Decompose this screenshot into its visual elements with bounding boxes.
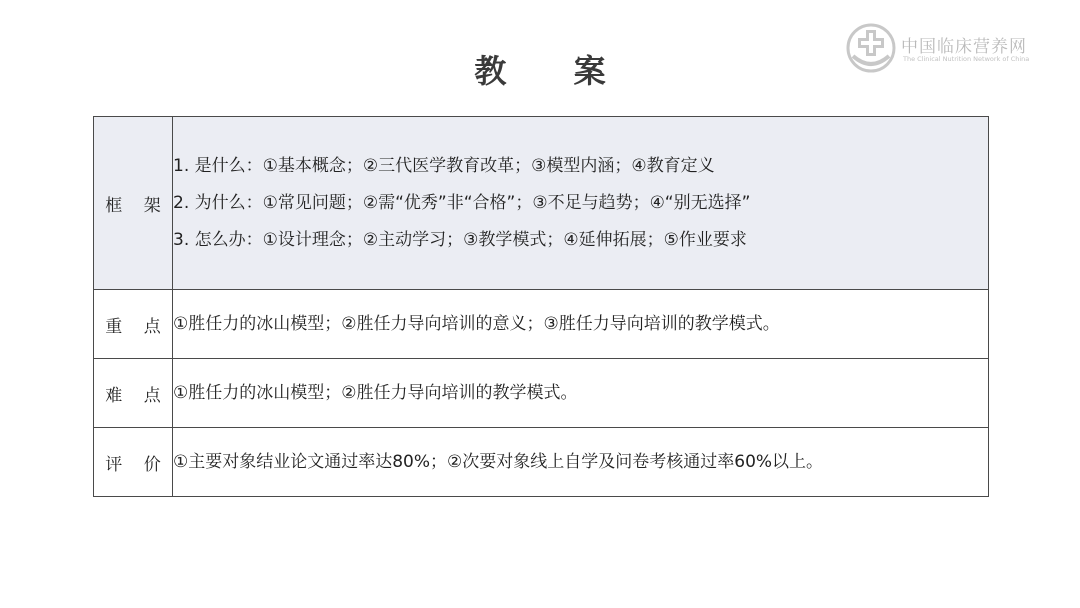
logo [845, 22, 1045, 74]
row-label-evaluation: 评 价 [94, 428, 173, 497]
framework-line-1: 1. 是什么：①基本概念；②三代医学教育改革；③模型内涵；④教育定义 [173, 155, 715, 176]
page-title: 教 案 [474, 52, 634, 90]
framework-line-3: 3. 怎么办：①设计理念；②主动学习；③教学模式；④延伸拓展；⑤作业要求 [173, 229, 747, 250]
logo-name: 中国临床营养网 [901, 37, 1027, 57]
difficult-points-line: ①胜任力的冰山模型；②胜任力导向培训的教学模式。 [173, 382, 578, 403]
row-label-difficult-points: 难 点 [94, 359, 173, 428]
table-row-key-points [94, 290, 989, 359]
row-content-difficult-points [173, 359, 989, 428]
evaluation-line: ①主要对象结业论文通过率达80%；②次要对象线上自学及问卷考核通过率60%以上。 [173, 451, 824, 472]
framework-line-2: 2. 为什么：①常见问题；②需“优秀”非“合格”；③不足与趋势；④“别无选择” [173, 192, 751, 213]
table-row-difficult-points [94, 359, 989, 428]
row-content-evaluation [173, 428, 989, 497]
row-label-framework: 框 架 [94, 117, 173, 290]
table-row-framework [94, 117, 989, 290]
logo-subtitle: The Clinical Nutrition Network of China [903, 55, 1030, 63]
logo-emblem-icon [845, 22, 899, 74]
row-label-key-points: 重 点 [94, 290, 173, 359]
lesson-plan-table [93, 116, 989, 497]
row-content-key-points [173, 290, 989, 359]
key-points-line: ①胜任力的冰山模型；②胜任力导向培训的意义；③胜任力导向培训的教学模式。 [173, 313, 780, 334]
table-row-evaluation [94, 428, 989, 497]
row-content-framework [173, 117, 989, 290]
